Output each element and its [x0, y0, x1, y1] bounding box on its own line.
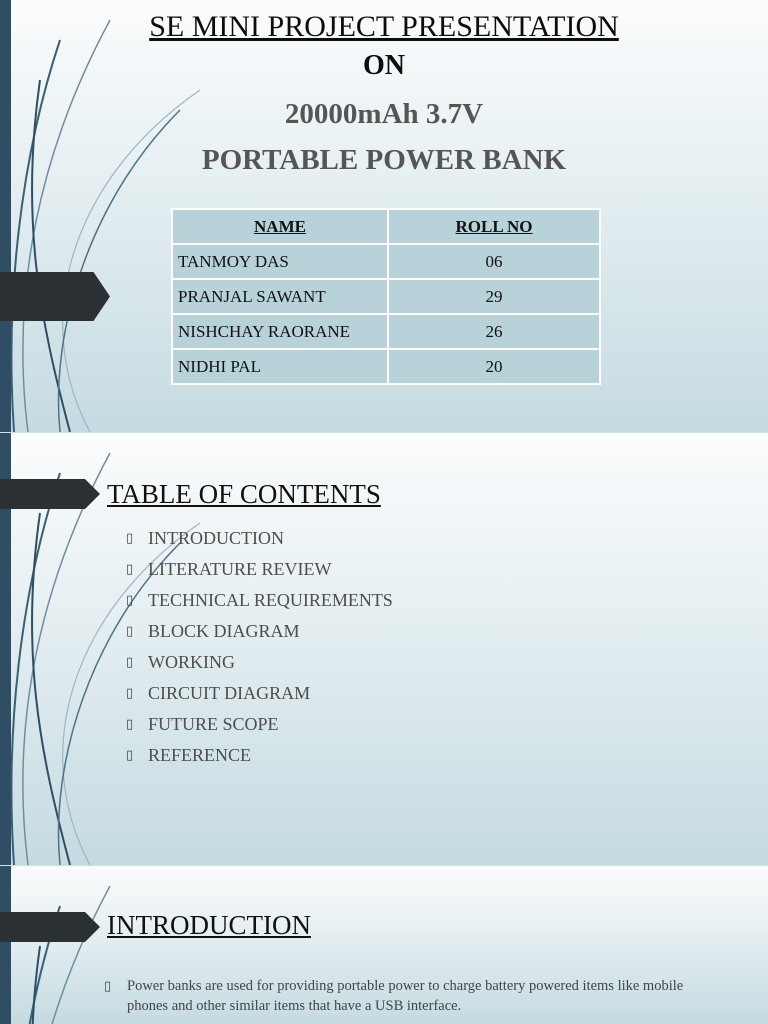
list-item: [126, 528, 393, 559]
contents-item: REFERENCE: [148, 745, 252, 765]
list-item: [126, 745, 393, 776]
list-item: [126, 714, 393, 745]
member-roll: 26: [388, 314, 600, 349]
column-header-roll: ROLL NO: [388, 209, 600, 244]
left-accent-bar: [0, 866, 11, 1024]
title-slide: [0, 0, 768, 432]
contents-item: INTRODUCTION: [148, 528, 284, 548]
contents-list: [126, 528, 393, 776]
bullet-icon: ▯: [126, 592, 134, 607]
member-roll: 06: [388, 244, 600, 279]
member-name: NISHCHAY RAORANE: [172, 314, 388, 349]
project-name: PORTABLE POWER BANK: [201, 144, 567, 176]
introduction-slide: [0, 866, 768, 1024]
table-row: [172, 349, 600, 384]
list-item: [126, 652, 393, 683]
introduction-text: Power banks are used for providing portable power to charge battery powered items like mobile phones and other similar items that have a USB interface.: [127, 978, 684, 1014]
contents-item: TECHNICAL REQUIREMENTS: [148, 590, 393, 610]
presentation-title: SE MINI PROJECT PRESENTATION: [149, 10, 619, 43]
arrow-marker: [0, 912, 100, 942]
contents-item: FUTURE SCOPE: [148, 714, 279, 734]
contents-item: LITERATURE REVIEW: [148, 559, 332, 579]
list-item: [126, 590, 393, 621]
member-name: PRANJAL SAWANT: [172, 279, 388, 314]
table-row: [172, 244, 600, 279]
contents-item: BLOCK DIAGRAM: [148, 621, 300, 641]
presentation-on: ON: [363, 50, 405, 81]
contents-item: WORKING: [148, 652, 235, 672]
table-row: [172, 279, 600, 314]
bullet-icon: ▯: [126, 716, 134, 731]
bullet-icon: ▯: [104, 978, 112, 993]
bullet-icon: ▯: [126, 685, 134, 700]
bullet-icon: ▯: [126, 530, 134, 545]
arrow-marker: [0, 479, 100, 509]
introduction-paragraph: [104, 976, 684, 1016]
list-item: [126, 683, 393, 714]
team-table: [171, 208, 601, 385]
bullet-icon: ▯: [126, 747, 134, 762]
contents-item: CIRCUIT DIAGRAM: [148, 683, 311, 703]
introduction-heading: INTRODUCTION: [107, 910, 311, 940]
bullet-icon: ▯: [126, 561, 134, 576]
arrow-marker: [0, 272, 110, 321]
contents-slide: [0, 433, 768, 865]
project-spec: 20000mAh 3.7V: [284, 98, 484, 130]
list-item: [126, 621, 393, 652]
member-name: NIDHI PAL: [172, 349, 388, 384]
bullet-icon: ▯: [126, 654, 134, 669]
list-item: [126, 559, 393, 590]
member-roll: 20: [388, 349, 600, 384]
member-roll: 29: [388, 279, 600, 314]
contents-heading: TABLE OF CONTENTS: [107, 479, 381, 509]
table-row: [172, 314, 600, 349]
member-name: TANMOY DAS: [172, 244, 388, 279]
bullet-icon: ▯: [126, 623, 134, 638]
column-header-name: NAME: [172, 209, 388, 244]
table-header-row: [172, 209, 600, 244]
